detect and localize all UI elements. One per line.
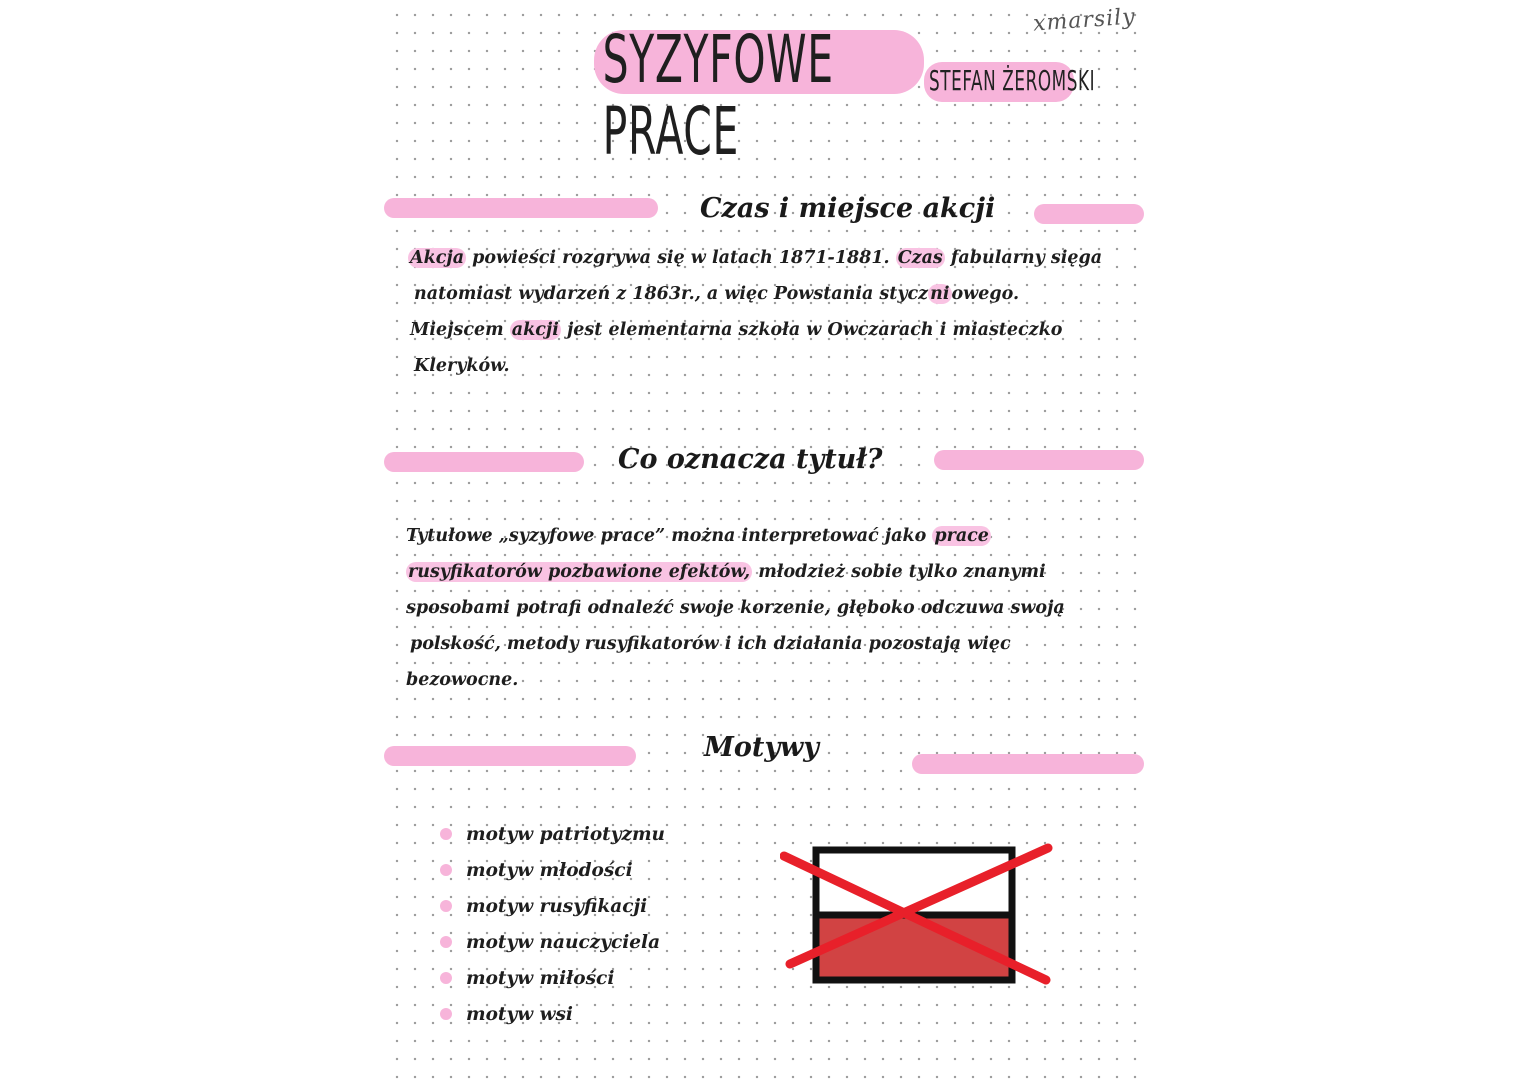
paragraph-line: rusyfikatorów pozbawione efektów, młodzież sobie tylko znanymi (408, 562, 1046, 582)
highlight-akcji: akcji (511, 320, 559, 340)
list-item: motyw nauczyciela (440, 924, 665, 960)
bullet-icon (440, 900, 452, 912)
title-meaning-paragraph (406, 518, 1065, 698)
list-item: motyw wsi (440, 996, 665, 1032)
section-heading-title-meaning: Co oznacza tytuł? (618, 444, 883, 475)
list-item: motyw miłości (440, 960, 665, 996)
section-heading-motifs: Motywy (704, 732, 819, 763)
heading-bar-right (934, 450, 1144, 470)
paragraph-line: Akcja powieści rozgrywa się w latach 1871-1881. Czas fabularny sięga (410, 248, 1103, 268)
paragraph-line: Kleryków. (414, 356, 510, 376)
list-item: motyw młodości (440, 852, 665, 888)
crossed-out-polish-flag-icon (780, 838, 1060, 998)
section-heading-time-place: Czas i miejsce akcji (700, 193, 996, 224)
motif-list (440, 816, 665, 1032)
heading-bar-left (384, 452, 584, 472)
highlight-prace: prace (934, 526, 989, 546)
paragraph-line: natomiast wydarzeń z 1863r., a więc Powstania stycz ni owego. (414, 284, 1020, 304)
highlight-czas: Czas (897, 248, 943, 268)
heading-bar-right (912, 754, 1144, 774)
highlight-blot: ni (930, 284, 950, 304)
bullet-icon (440, 828, 452, 840)
paragraph-line: polskość, metody rusyfikatorów i ich działania pozostają więc (410, 634, 1011, 654)
paragraph-line: bezowocne. (406, 670, 519, 690)
bullet-icon (440, 936, 452, 948)
brand-signature: xmarsily (1032, 4, 1137, 37)
bullet-icon (440, 864, 452, 876)
paragraph-line: Miejscem akcji jest elementarna szkoła w Owczarach i miasteczko (410, 320, 1063, 340)
page-title: SYZYFOWE PRACE (602, 21, 834, 170)
notebook-page (384, 0, 1144, 1080)
paragraph-line: Tytułowe „syzyfowe prace” można interpretować jako prace (406, 526, 989, 546)
highlight-akcja: Akcja (410, 248, 465, 268)
heading-bar-left (384, 746, 636, 766)
time-place-paragraph (408, 240, 1102, 384)
paragraph-line: sposobami potrafi odnaleźć swoje korzenie, głęboko odczuwa swoją (406, 598, 1065, 618)
heading-bar-left (384, 198, 658, 218)
list-item: motyw rusyfikacji (440, 888, 665, 924)
highlight-rusyfikatorow: rusyfikatorów pozbawione efektów, (408, 562, 751, 582)
author-name: STEFAN ŻEROMSKI (929, 64, 1096, 97)
bullet-icon (440, 972, 452, 984)
heading-bar-right (1034, 204, 1144, 224)
bullet-icon (440, 1008, 452, 1020)
list-item: motyw patriotyzmu (440, 816, 665, 852)
